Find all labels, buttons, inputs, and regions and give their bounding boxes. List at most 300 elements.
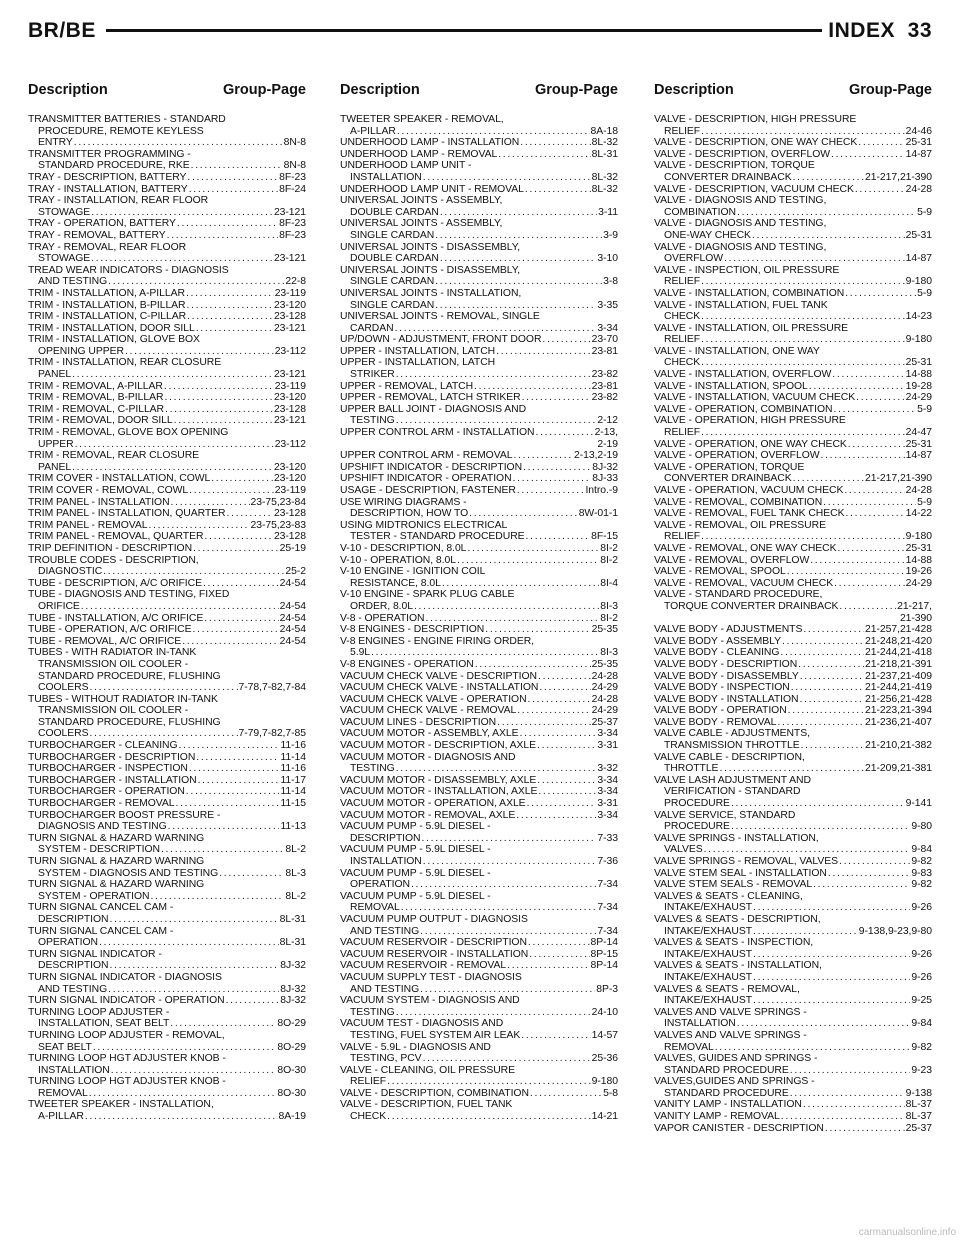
entry-text-line: VALVE - INSPECTION, OIL PRESSURE xyxy=(654,264,840,276)
index-entry xyxy=(654,392,932,404)
leader-dots xyxy=(440,207,597,219)
leader-dots xyxy=(844,485,904,497)
entry-text-line: TESTER - STANDARD PROCEDURE xyxy=(350,531,525,543)
entry-page-ref: 11-14 xyxy=(280,751,306,763)
leader-dots xyxy=(485,624,590,636)
entry-leader-row xyxy=(654,671,932,683)
entry-leader-row xyxy=(340,937,618,949)
leader-dots xyxy=(192,624,278,636)
entry-page-ref: 8I-2 xyxy=(600,612,618,624)
index-entry xyxy=(28,230,306,242)
index-entry xyxy=(654,450,932,462)
entry-text-line: TURBOCHARGER - CLEANING xyxy=(28,740,178,752)
entry-text-line: V-10 - OPERATION, 8.0L xyxy=(340,554,456,566)
entry-leader-row xyxy=(28,984,306,996)
index-entry xyxy=(654,1123,932,1135)
entry-leader-row xyxy=(28,1018,306,1030)
entry-page-ref: 7-36 xyxy=(597,856,618,867)
entry-leader-row xyxy=(340,740,618,752)
entry-leader-row xyxy=(654,717,932,729)
entry-page-ref: 9-23 xyxy=(911,1064,932,1076)
leader-dots xyxy=(517,485,585,497)
entry-text-line: UNIVERSAL JOINTS - ASSEMBLY, xyxy=(340,218,503,230)
entry-page-ref: 3-9 xyxy=(603,229,618,241)
entry-page-ref: 25-37 xyxy=(905,1122,932,1134)
entry-text-line: UPPER CONTROL ARM - INSTALLATION xyxy=(340,427,535,439)
entry-text-line: TUBE - OPERATION, A/C ORIFICE xyxy=(28,624,192,636)
entry-text-line: VACUUM MOTOR - DIAGNOSIS AND xyxy=(340,751,516,763)
entry-text-line: STANDARD PROCEDURE, RKE xyxy=(38,160,190,172)
leader-dots xyxy=(211,473,273,485)
entry-text-line: VALVE - DESCRIPTION, TORQUE xyxy=(654,160,815,172)
entry-text-line: TRANSMITTER BATTERIES - STANDARD xyxy=(28,114,226,125)
index-entry xyxy=(654,937,932,960)
index-entry xyxy=(340,1042,618,1065)
entry-leader-row xyxy=(654,902,932,914)
entry-page-ref: 8L-32 xyxy=(591,171,618,183)
entry-text-line: V-8 - OPERATION xyxy=(340,612,425,624)
leader-dots xyxy=(803,624,864,636)
entry-page-ref: 9-26 xyxy=(911,902,932,914)
entry-page-ref: 21-223,21-394 xyxy=(865,705,932,717)
entry-page-ref: 24-47 xyxy=(905,427,932,439)
entry-text-line: UNDERHOOD LAMP - REMOVAL xyxy=(340,148,498,160)
index-entry xyxy=(28,323,306,335)
index-entry xyxy=(28,589,306,612)
entry-text-line: TURBOCHARGER - REMOVAL xyxy=(28,798,175,810)
leader-dots xyxy=(704,844,911,856)
entry-text-line: TROUBLE CODES - DESCRIPTION, xyxy=(28,554,199,566)
entry-leader-row xyxy=(654,230,932,242)
entry-page-ref: 7-34 xyxy=(597,879,618,891)
index-entry xyxy=(654,404,932,416)
index-entry xyxy=(654,137,932,149)
entry-page-ref: 21-248,21-420 xyxy=(865,635,932,647)
index-entry xyxy=(654,671,932,683)
entry-text-line: SINGLE CARDAN xyxy=(350,276,435,288)
index-entry xyxy=(28,1007,306,1030)
leader-dots xyxy=(821,450,905,462)
leader-dots xyxy=(701,357,905,369)
leader-dots xyxy=(226,995,280,1007)
entry-text-line: VACUUM TEST - DIAGNOSIS AND xyxy=(340,1018,504,1030)
entry-text-line: TRAY - DESCRIPTION, BATTERY xyxy=(28,171,187,183)
index-entry xyxy=(28,520,306,532)
index-entry xyxy=(340,137,618,149)
entry-page-ref: 9-82 xyxy=(911,879,932,891)
index-column-1 xyxy=(28,82,306,1123)
entry-text-line: TURBOCHARGER - DESCRIPTION xyxy=(28,751,196,763)
entry-page-ref: 3-34 xyxy=(597,322,618,334)
entry-text-line: VALVE - DESCRIPTION, VACUUM CHECK xyxy=(654,183,854,195)
entry-page-ref: 25-2 xyxy=(285,566,306,578)
entry-leader-row xyxy=(28,914,306,926)
entry-page-ref: 7-34 xyxy=(597,902,618,914)
leader-dots xyxy=(203,578,279,590)
entry-text-line: COOLERS xyxy=(38,728,89,740)
index-entry xyxy=(28,694,306,740)
index-entry xyxy=(340,392,618,404)
entry-leader-row xyxy=(28,184,306,196)
entry-page-ref: 9-180 xyxy=(905,276,932,288)
index-entry xyxy=(340,404,618,427)
entry-leader-row xyxy=(340,1076,618,1088)
index-entry xyxy=(28,265,306,288)
entry-leader-row xyxy=(28,1111,306,1123)
entry-page-ref: 23-70 xyxy=(591,334,618,346)
index-entry xyxy=(340,520,618,543)
index-entry xyxy=(654,578,932,590)
entry-page-ref: 8O-29 xyxy=(277,1018,306,1030)
leader-dots xyxy=(440,253,597,265)
entry-page-ref: 11-13 xyxy=(280,821,306,833)
entry-text-line: TWEETER SPEAKER - REMOVAL, xyxy=(340,114,504,125)
entry-page-ref: 8I-3 xyxy=(600,600,618,612)
entry-text-line: VALVES & SEATS - REMOVAL, xyxy=(654,983,800,995)
entry-leader-row xyxy=(340,671,618,683)
entry-leader-row xyxy=(654,1065,932,1077)
entry-leader-row xyxy=(28,613,306,625)
index-entry xyxy=(28,972,306,995)
entries-list xyxy=(654,114,932,1134)
leader-dots xyxy=(845,508,904,520)
entry-leader-row xyxy=(340,601,618,613)
index-entry xyxy=(28,357,306,380)
index-entry xyxy=(654,323,932,346)
index-entry xyxy=(340,810,618,822)
entry-page-ref: 25-19 xyxy=(279,542,306,554)
index-entry xyxy=(654,218,932,241)
index-entry xyxy=(28,624,306,636)
entry-text-line: TWEETER SPEAKER - INSTALLATION, xyxy=(28,1099,214,1111)
index-entry xyxy=(654,984,932,1007)
entry-page-ref: 9-180 xyxy=(905,531,932,543)
leader-dots xyxy=(198,775,280,787)
entries-list xyxy=(340,114,618,1123)
entry-text-line: TRIM - INSTALLATION, GLOVE BOX xyxy=(28,334,200,346)
entry-page-ref: 24-54 xyxy=(279,612,306,624)
entry-page-ref: 8O-30 xyxy=(277,1087,306,1099)
entry-text-line: STOWAGE xyxy=(38,253,91,265)
entry-page-ref: 3-8 xyxy=(603,276,618,288)
entry-page-ref: 14-88 xyxy=(905,554,932,566)
entry-text-line: RELIEF xyxy=(664,427,701,439)
entry-leader-row xyxy=(340,1007,618,1019)
entry-text-line: TURBOCHARGER - INSPECTION xyxy=(28,763,188,775)
leader-dots xyxy=(790,1065,911,1077)
index-entry xyxy=(28,752,306,764)
leader-dots xyxy=(189,184,278,196)
index-entry xyxy=(28,242,306,265)
index-entry xyxy=(654,1076,932,1099)
leader-dots xyxy=(186,288,274,300)
leader-dots xyxy=(193,543,279,555)
entry-leader-row xyxy=(28,230,306,242)
index-entry xyxy=(340,149,618,161)
index-entry xyxy=(340,381,618,393)
entry-text-line: SINGLE CARDAN xyxy=(350,229,435,241)
entry-leader-row xyxy=(28,473,306,485)
entry-text-line: DESCRIPTION, HOW TO xyxy=(350,508,469,520)
leader-dots xyxy=(516,810,596,822)
entry-page-ref: 24-28 xyxy=(591,693,618,705)
entry-leader-row xyxy=(28,728,306,740)
entry-text-line: TURNING LOOP ADJUSTER - xyxy=(28,1006,170,1018)
entry-page-ref: 25-31 xyxy=(905,438,932,450)
leader-dots xyxy=(150,891,284,903)
entry-text-line: SEAT BELT xyxy=(38,1041,92,1053)
entry-text-line: PROCEDURE, REMOTE KEYLESS xyxy=(38,125,204,137)
entry-page-ref: 3-34 xyxy=(597,728,618,740)
index-entry xyxy=(340,450,618,462)
index-entry xyxy=(340,821,618,844)
entry-leader-row xyxy=(654,949,932,961)
entry-page-ref-continued: 2-19 xyxy=(597,438,618,450)
leader-dots xyxy=(387,1111,591,1123)
leader-dots xyxy=(737,207,916,219)
index-entry xyxy=(340,752,618,775)
entry-text-line: VALVE - REMOVAL, OVERFLOW xyxy=(654,554,810,566)
index-entry xyxy=(654,1007,932,1030)
entry-page-ref: 25-31 xyxy=(905,137,932,149)
entry-text-line: INTAKE/EXHAUST xyxy=(664,948,753,960)
leader-dots xyxy=(498,149,590,161)
leader-dots xyxy=(397,126,590,138)
entry-text-line: OPERATION xyxy=(350,879,410,891)
leader-dots xyxy=(538,671,591,683)
entry-page-ref: 5-9 xyxy=(917,403,932,415)
entry-page-ref: 23-121 xyxy=(273,253,306,265)
leader-dots xyxy=(526,531,591,543)
leader-dots xyxy=(799,694,864,706)
leader-dots xyxy=(167,230,278,242)
header-rule xyxy=(106,29,822,32)
column-header-group-page: Group-Page xyxy=(223,82,306,98)
entry-text-line: TURNING LOOP HGT ADJUSTER KNOB - xyxy=(28,1053,226,1065)
entry-page-ref: 14-87 xyxy=(905,253,932,265)
entry-page-ref: 8N-8 xyxy=(283,137,306,149)
leader-dots xyxy=(420,984,595,996)
leader-dots xyxy=(396,415,597,427)
index-entry xyxy=(340,636,618,659)
entry-leader-row xyxy=(28,300,306,312)
index-entry xyxy=(340,613,618,625)
leader-dots xyxy=(793,473,864,485)
entry-text-line: TURNING LOOP HGT ADJUSTER KNOB - xyxy=(28,1076,226,1088)
entry-leader-row xyxy=(654,404,932,416)
entry-leader-row xyxy=(28,531,306,543)
entry-leader-row xyxy=(654,647,932,659)
index-entry xyxy=(28,184,306,196)
entry-text-line: VACUUM RESERVOIR - INSTALLATION xyxy=(340,948,529,960)
entry-leader-row xyxy=(28,520,306,532)
entry-page-ref: 21-217,21-390 xyxy=(865,171,932,183)
index-entry xyxy=(654,810,932,833)
entry-text-line: UPPER - REMOVAL, LATCH STRIKER xyxy=(340,392,521,404)
entry-leader-row xyxy=(28,497,306,509)
index-entry xyxy=(654,288,932,300)
entry-text-line: TRIM - INSTALLATION, C-PILLAR xyxy=(28,311,187,323)
entry-text-line: TRIM - REMOVAL, REAR CLOSURE xyxy=(28,450,200,462)
entry-page-ref: 14-57 xyxy=(591,1029,618,1041)
leader-dots xyxy=(475,659,591,671)
entry-leader-row xyxy=(340,137,618,149)
leader-dots xyxy=(724,253,905,265)
entry-page-ref: 21-236,21-407 xyxy=(865,716,932,728)
index-entry xyxy=(28,392,306,404)
entry-leader-row xyxy=(654,137,932,149)
entry-page-ref: 14-22 xyxy=(905,508,932,520)
leader-dots xyxy=(99,937,279,949)
entry-text-line: VALVE - OPERATION, HIGH PRESSURE xyxy=(654,415,846,427)
leader-dots xyxy=(731,798,905,810)
entry-page-ref: 14-87 xyxy=(905,450,932,462)
leader-dots xyxy=(186,786,280,798)
leader-dots xyxy=(858,137,904,149)
entry-leader-row xyxy=(654,995,932,1007)
entry-text-line: TRAY - INSTALLATION, BATTERY xyxy=(28,183,188,195)
index-entry xyxy=(654,265,932,288)
entry-text-line: TRIM PANEL - INSTALLATION, QUARTER xyxy=(28,508,226,520)
entry-text-line: UNIVERSAL JOINTS - INSTALLATION, xyxy=(340,287,522,299)
index-entry xyxy=(654,508,932,520)
entry-text-line: TRANSMISSION THROTTLE xyxy=(664,740,800,752)
index-entry xyxy=(340,868,618,891)
entry-leader-row xyxy=(340,276,618,288)
entry-text-line: TUBE - INSTALLATION, A/C ORIFICE xyxy=(28,612,204,624)
entry-text-line: TORQUE CONVERTER DRAINBACK xyxy=(664,600,839,612)
index-entry xyxy=(654,520,932,543)
index-entry xyxy=(340,728,618,740)
index-entry xyxy=(654,497,932,509)
entry-text-line: TRAY - REMOVAL, REAR FLOOR xyxy=(28,241,187,253)
entry-text-line: TRAY - INSTALLATION, REAR FLOOR xyxy=(28,195,209,207)
entry-leader-row xyxy=(28,798,306,810)
index-entry xyxy=(340,473,618,485)
entry-page-ref: 8A-19 xyxy=(278,1111,306,1123)
entry-page-ref: 3-10 xyxy=(597,253,618,265)
entry-leader-row xyxy=(654,601,932,613)
entry-text-line: VALVE - DESCRIPTION, OVERFLOW xyxy=(654,148,830,160)
entry-text-line: STANDARD PROCEDURE xyxy=(664,1087,789,1099)
index-entry xyxy=(340,160,618,183)
leader-dots xyxy=(435,276,602,288)
entry-text-line: VALVE CABLE - ADJUSTMENTS, xyxy=(654,728,810,740)
entry-text-line: VANITY LAMP - INSTALLATION xyxy=(654,1099,802,1111)
entry-leader-row xyxy=(340,334,618,346)
leader-dots xyxy=(793,172,864,184)
entry-leader-row xyxy=(28,960,306,972)
entry-text-line: VALVE - INSTALLATION, ONE WAY xyxy=(654,345,820,357)
column-header-group-page: Group-Page xyxy=(849,82,932,98)
entry-leader-row xyxy=(28,682,306,694)
entry-text-line: DOUBLE CARDAN xyxy=(350,253,439,265)
entry-leader-row xyxy=(654,682,932,694)
entry-text-line: A-PILLAR xyxy=(350,125,396,137)
entry-page-ref: 9-141 xyxy=(905,798,932,810)
entry-text-line: STANDARD PROCEDURE xyxy=(664,1064,789,1076)
entry-leader-row xyxy=(28,891,306,903)
leader-dots xyxy=(74,137,283,149)
index-entry xyxy=(340,624,618,636)
entry-text-line: TESTING, FUEL SYSTEM AIR LEAK xyxy=(350,1029,521,1041)
leader-dots xyxy=(731,821,910,833)
entry-text-line: VALVE BODY - INSPECTION xyxy=(654,682,790,694)
entry-leader-row xyxy=(654,856,932,868)
entry-leader-row xyxy=(28,775,306,787)
index-entry xyxy=(340,311,618,334)
entry-leader-row xyxy=(654,1042,932,1054)
entry-leader-row xyxy=(340,253,618,265)
entry-leader-row xyxy=(28,1088,306,1100)
leader-dots xyxy=(396,763,597,775)
entry-leader-row xyxy=(654,763,932,775)
entry-page-ref: 23-119 xyxy=(274,380,306,392)
entry-leader-row xyxy=(340,207,618,219)
entry-leader-row xyxy=(654,555,932,567)
index-entry xyxy=(28,879,306,902)
index-entry xyxy=(654,879,932,891)
entry-text-line: AND TESTING xyxy=(38,983,108,995)
entry-leader-row xyxy=(28,311,306,323)
entry-text-line: VACUUM MOTOR - ASSEMBLY, AXLE xyxy=(340,728,519,740)
leader-dots xyxy=(442,578,599,590)
entry-leader-row xyxy=(340,647,618,659)
entry-page-ref: 23-120 xyxy=(273,392,306,404)
entry-text-line: TRIM PANEL - REMOVAL, QUARTER xyxy=(28,531,204,543)
entry-text-line: UPSHIFT INDICATOR - DESCRIPTION xyxy=(340,461,523,473)
leader-dots xyxy=(177,218,278,230)
entry-text-line: VACUUM MOTOR - DESCRIPTION, AXLE xyxy=(340,740,537,752)
entry-page-ref: 23-121 xyxy=(273,369,306,381)
entry-leader-row xyxy=(340,415,618,427)
entry-text-line: VANITY LAMP - REMOVAL xyxy=(654,1111,780,1123)
index-entry xyxy=(28,172,306,184)
index-column-2 xyxy=(340,82,618,1123)
entry-page-ref: 21-218,21-391 xyxy=(865,658,932,670)
entry-leader-row xyxy=(654,381,932,393)
entry-page-ref: 9-26 xyxy=(911,948,932,960)
entry-page-ref: 21-244,21-419 xyxy=(865,682,932,694)
column-header-description: Description xyxy=(28,82,108,98)
entry-page-ref: 9-26 xyxy=(911,971,932,983)
entry-leader-row xyxy=(28,323,306,335)
leader-dots xyxy=(182,636,278,648)
entry-text-line: DESCRIPTION xyxy=(38,913,109,925)
index-entry xyxy=(340,960,618,972)
index-entry xyxy=(340,265,618,288)
leader-dots xyxy=(371,647,599,659)
index-entry xyxy=(340,671,618,683)
entry-page-ref: 24-10 xyxy=(591,1006,618,1018)
entry-text-line: TUBE - DIAGNOSIS AND TESTING, FIXED xyxy=(28,589,230,601)
entry-page-ref: 21-209,21-381 xyxy=(865,763,932,775)
entry-leader-row xyxy=(340,949,618,961)
leader-dots xyxy=(72,369,273,381)
entry-leader-row xyxy=(340,902,618,914)
entry-page-ref: 9-25 xyxy=(911,995,932,1007)
entry-text-line: UPPER - INSTALLATION, LATCH xyxy=(340,345,496,357)
entry-leader-row xyxy=(654,334,932,346)
entry-page-ref: 8L-32 xyxy=(591,183,618,195)
entry-text-line: TRAY - REMOVAL, BATTERY xyxy=(28,229,166,241)
index-entry xyxy=(654,960,932,983)
entry-page-ref: 23-81 xyxy=(591,345,618,357)
entry-text-line: V-8 ENGINES - ENGINE FIRING ORDER, xyxy=(340,635,535,647)
leader-dots xyxy=(164,381,274,393)
entry-leader-row xyxy=(654,821,932,833)
entry-text-line: UPPER - REMOVAL, LATCH xyxy=(340,380,474,392)
